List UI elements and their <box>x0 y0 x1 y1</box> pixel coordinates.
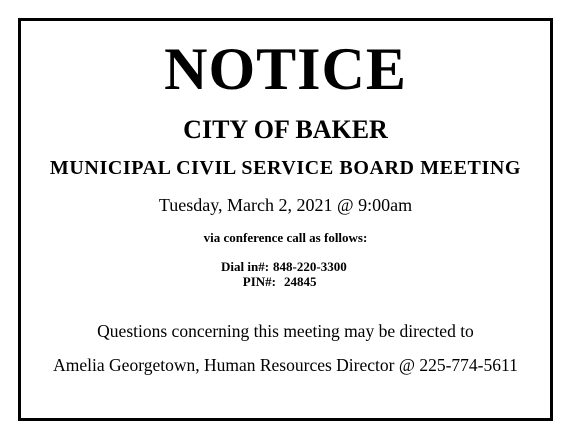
questions-line-2: Amelia Georgetown, Human Resources Director @ 225-774-5611 <box>53 355 518 375</box>
pin-number: 24845 <box>284 274 317 289</box>
questions-line-1: Questions concerning this meeting may be directed to <box>97 321 474 341</box>
meeting-datetime: Tuesday, March 2, 2021 @ 9:00am <box>158 195 413 215</box>
pin-row <box>221 274 347 289</box>
meeting-name: MUNICIPAL CIVIL SERVICE BOARD MEETING <box>49 157 522 179</box>
dial-in-details <box>221 259 347 289</box>
dial-in-number: 848-220-3300 <box>273 259 347 274</box>
dial-in-label: Dial in#: <box>221 259 270 274</box>
conference-call-intro: via conference call as follows: <box>203 230 368 245</box>
city-name: CITY OF BAKER <box>183 115 388 144</box>
dial-in-row <box>221 259 347 274</box>
pin-label: PIN#: <box>242 274 276 289</box>
notice-title: NOTICE <box>164 36 407 102</box>
notice-border <box>18 18 553 421</box>
